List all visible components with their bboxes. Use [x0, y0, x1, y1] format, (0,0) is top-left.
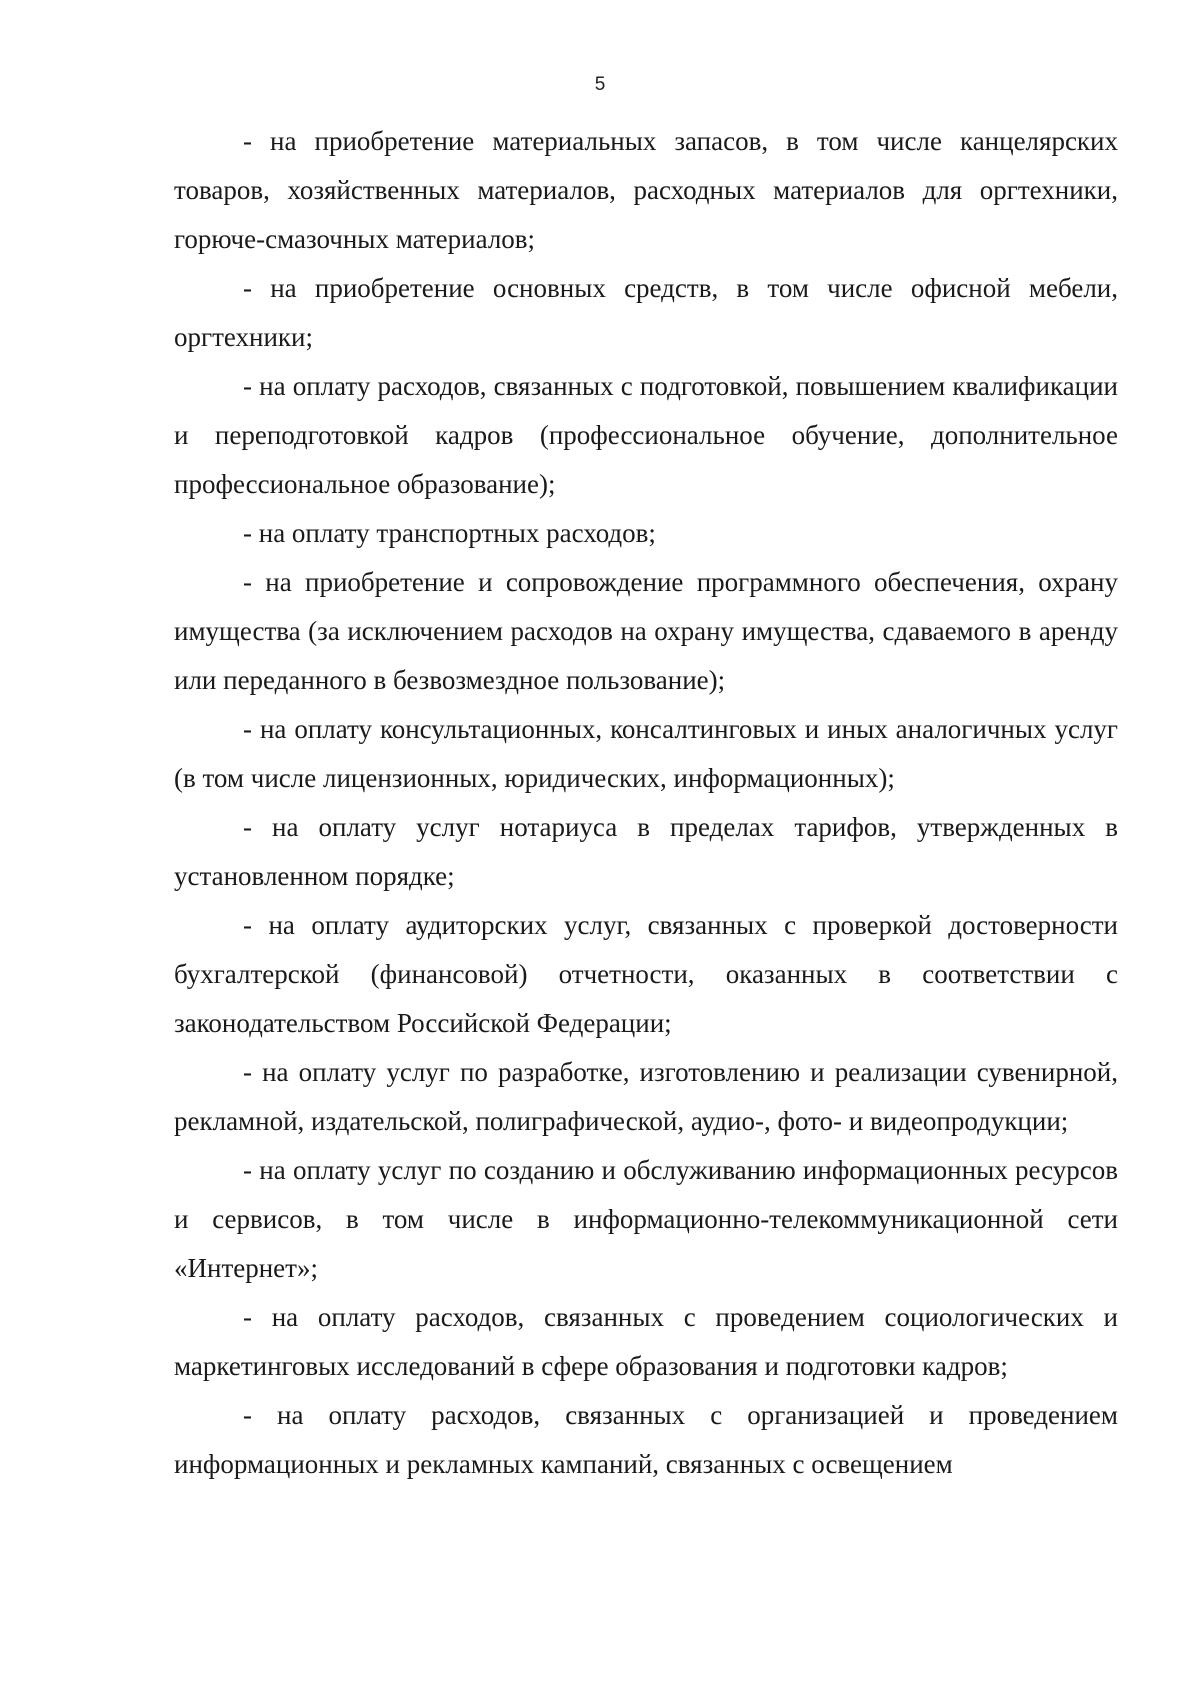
list-item: - на оплату услуг по разработке, изготовлению и реализации сувенирной, рекламной, издательской, полиграфической, аудио-, фото- и видеопродукции; — [174, 1057, 1118, 1136]
list-item: - на приобретение и сопровождение программного обеспечения, охрану имущества (за исключением расходов на охрану имущества, сдаваемого в аренду или переданного в безвозмездное пользование); — [174, 567, 1118, 695]
list-item: - на оплату консультационных, консалтинговых и иных аналогичных услуг (в том числе лицензионных, юридических, информационных); — [174, 714, 1118, 793]
list-item: - на оплату транспортных расходов; — [243, 518, 656, 548]
list-item: - на оплату расходов, связанных с организацией и проведением информационных и рекламных кампаний, связанных с освещением — [174, 1400, 1118, 1479]
list-item: - на оплату услуг по созданию и обслуживанию информационных ресурсов и сервисов, в том числе в информационно-телекоммуникационной сети «Интернет»; — [174, 1155, 1118, 1283]
list-item: - на оплату расходов, связанных с подготовкой, повышением квалификации и переподготовкой кадров (профессиональное обучение, дополнительное профессиональное образование); — [174, 371, 1118, 499]
list-item: - на оплату аудиторских услуг, связанных с проверкой достоверности бухгалтерской (финансовой) отчетности, оказанных в соответствии с законодательством Российской Федерации; — [174, 910, 1118, 1038]
list-item: - на приобретение материальных запасов, в том числе канцелярских товаров, хозяйственных материалов, расходных материалов для оргтехники, горюче-смазочных материалов; — [174, 126, 1118, 254]
list-item: - на оплату услуг нотариуса в пределах тарифов, утвержденных в установленном порядке; — [174, 812, 1118, 891]
list-item: - на приобретение основных средств, в том числе офисной мебели, оргтехники; — [174, 273, 1118, 352]
body-text — [174, 117, 1118, 1489]
list-item: - на оплату расходов, связанных с проведением социологических и маркетинговых исследований в сфере образования и подготовки кадров; — [174, 1302, 1118, 1381]
page-number: 5 — [594, 74, 606, 95]
